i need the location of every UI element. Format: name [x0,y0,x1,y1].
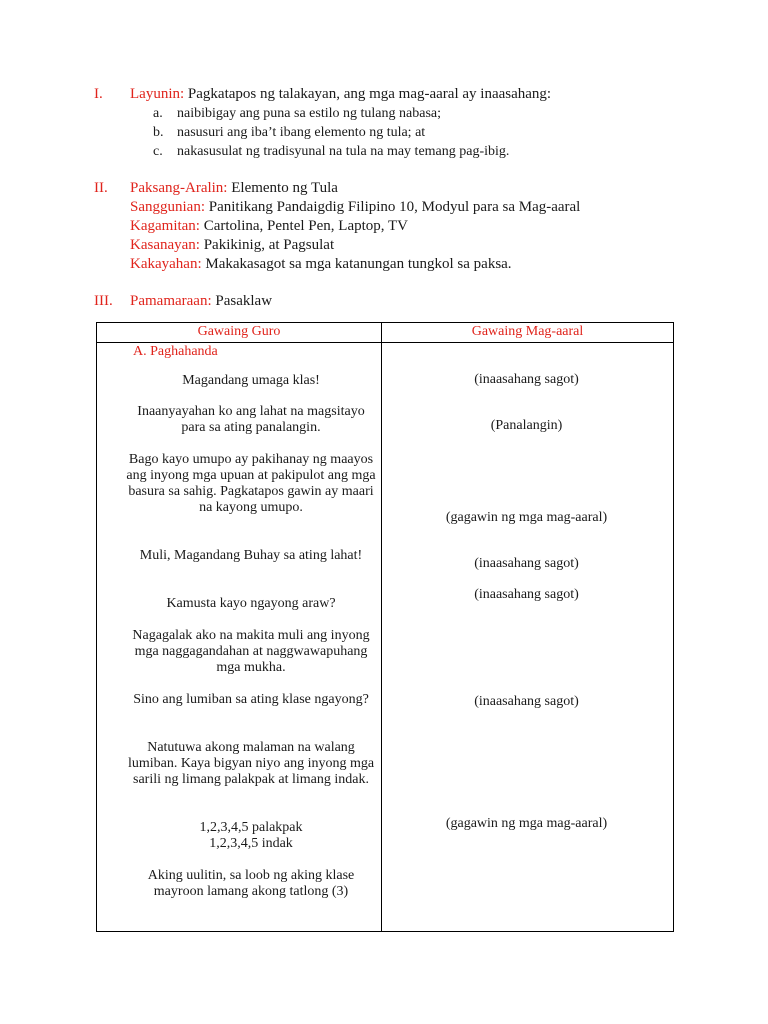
list-text: nasusuri ang iba’t ibang elemento ng tula; at [177,125,426,140]
mag-aaral-line: (gagawin ng mga mag-aaral) [445,510,608,525]
field-value: Panitikang Pandaigdig Filipino 10, Modyul para sa Mag-aaral [205,199,581,215]
list-letter: a. [153,106,163,121]
section-numeral: I. [94,86,103,102]
field-label: Sanggunian: [130,199,205,215]
section-numeral: II. [94,180,108,196]
field-value: Pasaklaw [211,293,273,309]
mag-aaral-line: (Panalangin) [490,418,563,433]
guro-line: Bago kayo umupo ay pakihanay ng maayos ang inyong mga upuan at pakipulot ang mga basura sa sahig. Pagkatapos gawin ay maari na kayong umupo. [126,452,376,515]
skills-row [130,236,334,255]
subject-row [130,179,338,198]
mag-aaral-line: (gagawin ng mga mag-aaral) [445,816,608,831]
guro-line: Muli, Magandang Buhay sa ating lahat! [139,548,363,563]
list-text: nakasusulat ng tradisyunal na tula na may temang pag-ibig. [177,144,510,159]
field-value: Pakikinig, at Pagsulat [199,237,335,253]
guro-line: Natutuwa akong malaman na walang lumiban. Kaya bigyan niyo ang inyong mga sarili ng limang palakpak at limang indak. [127,740,375,787]
lesson-table [96,322,674,932]
reference-row [130,198,580,217]
subheading-paghahanda: A. Paghahanda [133,344,218,359]
list-item [153,123,425,142]
field-label: Kakayahan: [130,256,202,272]
objectives-row [130,85,551,104]
mag-aaral-line: (inaasahang sagot) [474,694,579,709]
mag-aaral-cell [382,343,674,932]
field-value: Elemento ng Tula [227,180,338,196]
list-letter: b. [153,125,164,140]
procedure-row [130,292,272,311]
guro-line: Aking uulitin, sa loob ng aking klase mayroon lamang akong tatlong (3) [147,868,355,899]
list-item [153,104,441,123]
list-letter: c. [153,144,163,159]
table-header-row [97,323,674,343]
field-label: Pamamaraan: [130,293,212,309]
field-value: Makakasagot sa mga katanungan tungkol sa paksa. [201,256,512,272]
mag-aaral-line: (inaasahang sagot) [474,556,579,571]
field-value: Pagkatapos ng talakayan, ang mga mag-aaral ay inaasahang: [184,86,552,102]
list-text: naibibigay ang puna sa estilo ng tulang nabasa; [177,106,441,121]
materials-row [130,217,408,236]
field-label: Kagamitan: [130,218,200,234]
guro-line: 1,2,3,4,5 palakpak [199,820,303,835]
section-numeral: III. [94,293,113,309]
guro-line: Magandang umaga klas! [182,373,320,388]
field-label: Paksang-Aralin: [130,180,228,196]
table-row [97,343,674,932]
guro-line: 1,2,3,4,5 indak [209,836,293,851]
field-label: Layunin: [130,86,185,102]
column-header-mag-aaral: Gawaing Mag-aaral [382,323,674,343]
mag-aaral-line: (inaasahang sagot) [474,587,579,602]
guro-line: Inaanyayahan ko ang lahat na magsitayo para sa ating panalangin. [137,404,365,435]
mag-aaral-line: (inaasahang sagot) [474,372,579,387]
guro-line: Nagagalak ako na makita muli ang inyong mga naggagandahan at naggwawapuhang mga mukha. [132,628,370,675]
field-label: Kasanayan: [130,237,200,253]
list-item [153,142,509,161]
field-value: Cartolina, Pentel Pen, Laptop, TV [199,218,409,234]
guro-cell [97,343,382,932]
guro-line: Sino ang lumiban sa ating klase ngayong? [133,692,369,707]
column-header-guro: Gawaing Guro [97,323,382,343]
guro-line: Kamusta kayo ngayong araw? [166,596,336,611]
ability-row [130,255,512,274]
